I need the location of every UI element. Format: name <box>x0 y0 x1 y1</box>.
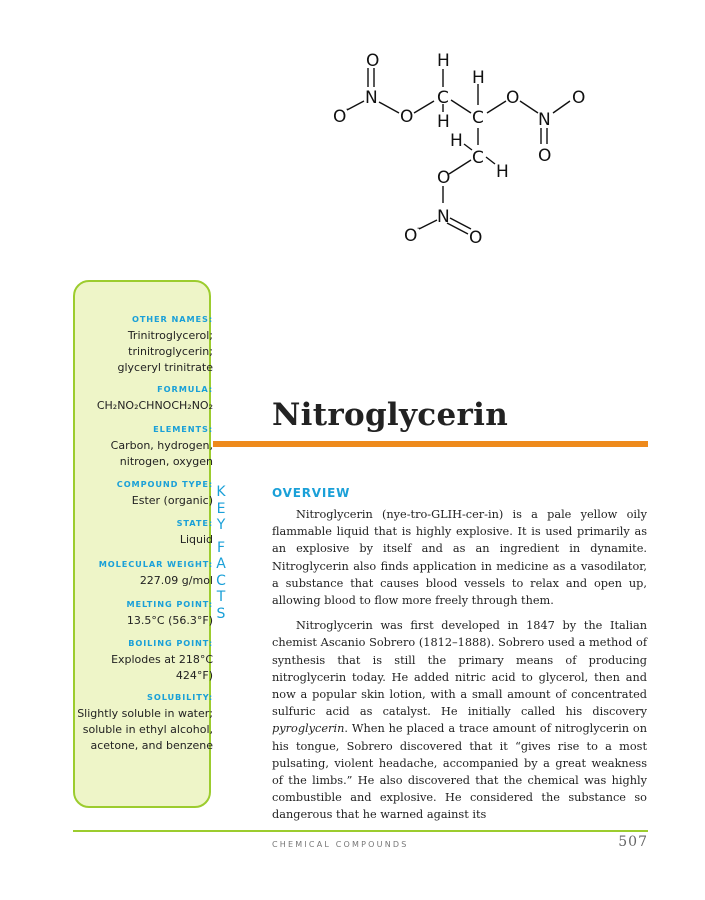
fact-value: Ester (organic) <box>131 494 213 507</box>
bond-n-o-bottom-right-1 <box>447 223 468 234</box>
atom-o-right-bottom: O <box>538 146 552 166</box>
key-facts-letter: E <box>216 500 226 517</box>
paragraph-text: . When he placed a trace amount of nitroglycerin on his tongue, Sobrero discovered that it “gives rise to a most pulsating, violent headache, accompanied by a great weakness of the limbs.” He also discovered that the chemical was highly combustible and explosive. He considered the substance so dangerous that he warned against its <box>272 722 647 822</box>
fact-value: Explodes at 218°C 424°F) <box>111 653 213 682</box>
fact-label: ELEMENTS: <box>153 424 213 434</box>
fact-value: Liquid <box>179 533 213 546</box>
bond-o-minus-n-bottom <box>419 220 437 229</box>
fact-molecular-weight <box>63 558 213 589</box>
key-facts-letter: K <box>216 484 226 500</box>
fact-label: FORMULA: <box>157 384 213 394</box>
charge-minus-bottom: - <box>417 223 421 234</box>
key-facts-letter: A <box>216 556 226 572</box>
key-facts-letter: Y <box>216 517 226 533</box>
atom-o-top: O <box>366 51 380 71</box>
atom-h-top-c2: H <box>472 68 485 88</box>
bond-o-n-right <box>520 101 538 113</box>
bond-o-c1 <box>414 101 434 113</box>
atom-o-minus-left: O <box>333 107 347 127</box>
bond-c3-h-left <box>464 144 472 150</box>
bond-n-o-bottom-right-2 <box>450 218 471 229</box>
page-title: Nitroglycerin <box>272 397 509 433</box>
footer-rule <box>73 830 648 832</box>
atom-c1: C <box>437 88 449 108</box>
atom-h-c3-right: H <box>496 162 509 182</box>
fact-label: MOLECULAR WEIGHT: <box>98 559 213 569</box>
fact-compound-type <box>63 478 213 509</box>
atom-h-bottom-c1: H <box>437 112 450 132</box>
fact-label: MELTING POINT: <box>126 599 213 609</box>
bond-n-o-link-left <box>379 102 399 113</box>
fact-state <box>63 517 213 548</box>
atom-o-link-bottom: O <box>437 168 451 188</box>
fact-elements <box>63 423 213 470</box>
bond-c1-c2 <box>451 100 471 113</box>
section-heading-overview: OVERVIEW <box>272 486 351 500</box>
fact-value: 227.09 g/mol <box>139 574 213 587</box>
fact-other-names <box>63 313 213 376</box>
key-facts-vertical-label <box>213 484 229 622</box>
fact-solubility <box>63 691 213 754</box>
atom-o-minus-bottom: O <box>404 226 418 246</box>
key-facts-letter: S <box>216 605 226 622</box>
footer-section-label: CHEMICAL COMPOUNDS <box>272 840 409 849</box>
atom-n-bottom: N <box>437 207 450 227</box>
atom-o-link-right: O <box>506 88 520 108</box>
atom-o-link-left: O <box>400 107 414 127</box>
emphasis-term: pyroglycerin <box>272 722 345 736</box>
bond-n-right-o-top <box>553 101 570 113</box>
page-number: 507 <box>618 834 648 850</box>
paragraph-text: Nitroglycerin was first developed in 1847 by the Italian chemist Ascanio Sobrero (1812–1888). Sobrero used a method of synthesis that is still the primary means of producing nitroglycerin today. He added nitric acid to glycerol, then and now a popular skin lotion, with a small amount of concentrated sulfuric acid as catalyst. He initially called his discovery <box>272 619 647 719</box>
fact-boiling-point <box>63 637 213 684</box>
charge-minus-left: - <box>346 104 350 115</box>
fact-label: SOLUBILITY: <box>147 692 213 702</box>
key-facts-letter: F <box>216 539 226 556</box>
bond-c2-o-link-right <box>487 101 506 113</box>
key-facts-letter: T <box>216 589 226 605</box>
title-rule <box>213 441 648 447</box>
fact-value: 13.5°C (56.3°F) <box>126 614 213 627</box>
key-facts-letter: C <box>216 572 226 589</box>
atom-n-right: N <box>538 110 551 130</box>
atom-o-right-top: O <box>572 88 586 108</box>
atom-h-top-c1: H <box>437 51 450 71</box>
atom-c2: C <box>472 108 484 128</box>
fact-label: COMPOUND TYPE: <box>116 479 213 489</box>
paragraph <box>272 617 647 823</box>
fact-label: OTHER NAMES: <box>131 314 213 324</box>
atom-h-c3-left: H <box>450 131 463 151</box>
fact-formula <box>63 383 213 414</box>
fact-value: CH₂NO₂CHNOCH₂NO₂ <box>96 399 213 412</box>
atom-o-bottom-right: O <box>469 228 483 248</box>
fact-value: Slightly soluble in water; soluble in ethyl alcohol, acetone, and benzene <box>77 707 213 752</box>
fact-label: BOILING POINT: <box>128 638 213 648</box>
fact-value: Trinitroglycerol; trinitroglycerin; glyceryl trinitrate <box>117 329 213 374</box>
fact-label: STATE: <box>176 518 213 528</box>
bond-c3-o-bottom <box>449 160 471 174</box>
fact-melting-point <box>63 598 213 629</box>
fact-value: Carbon, hydrogen, nitrogen, oxygen <box>110 439 213 468</box>
atom-c3: C <box>472 148 484 168</box>
article-body <box>272 506 647 832</box>
bond-c3-h-right <box>486 157 495 164</box>
nitroglycerin-structure-diagram <box>320 40 600 250</box>
paragraph: Nitroglycerin (nye-tro-GLIH-cer-in) is a pale yellow oily flammable liquid that is highly explosive. It is used primarily as an explosive by itself and as an ingredient in dynamite. Nitroglycerin also finds application in medicine as a vasodilator, a substance that causes blood vessels to relax and open up, allowing blood to flow more freely through them. <box>272 508 647 608</box>
atom-n-left: N <box>365 88 378 108</box>
